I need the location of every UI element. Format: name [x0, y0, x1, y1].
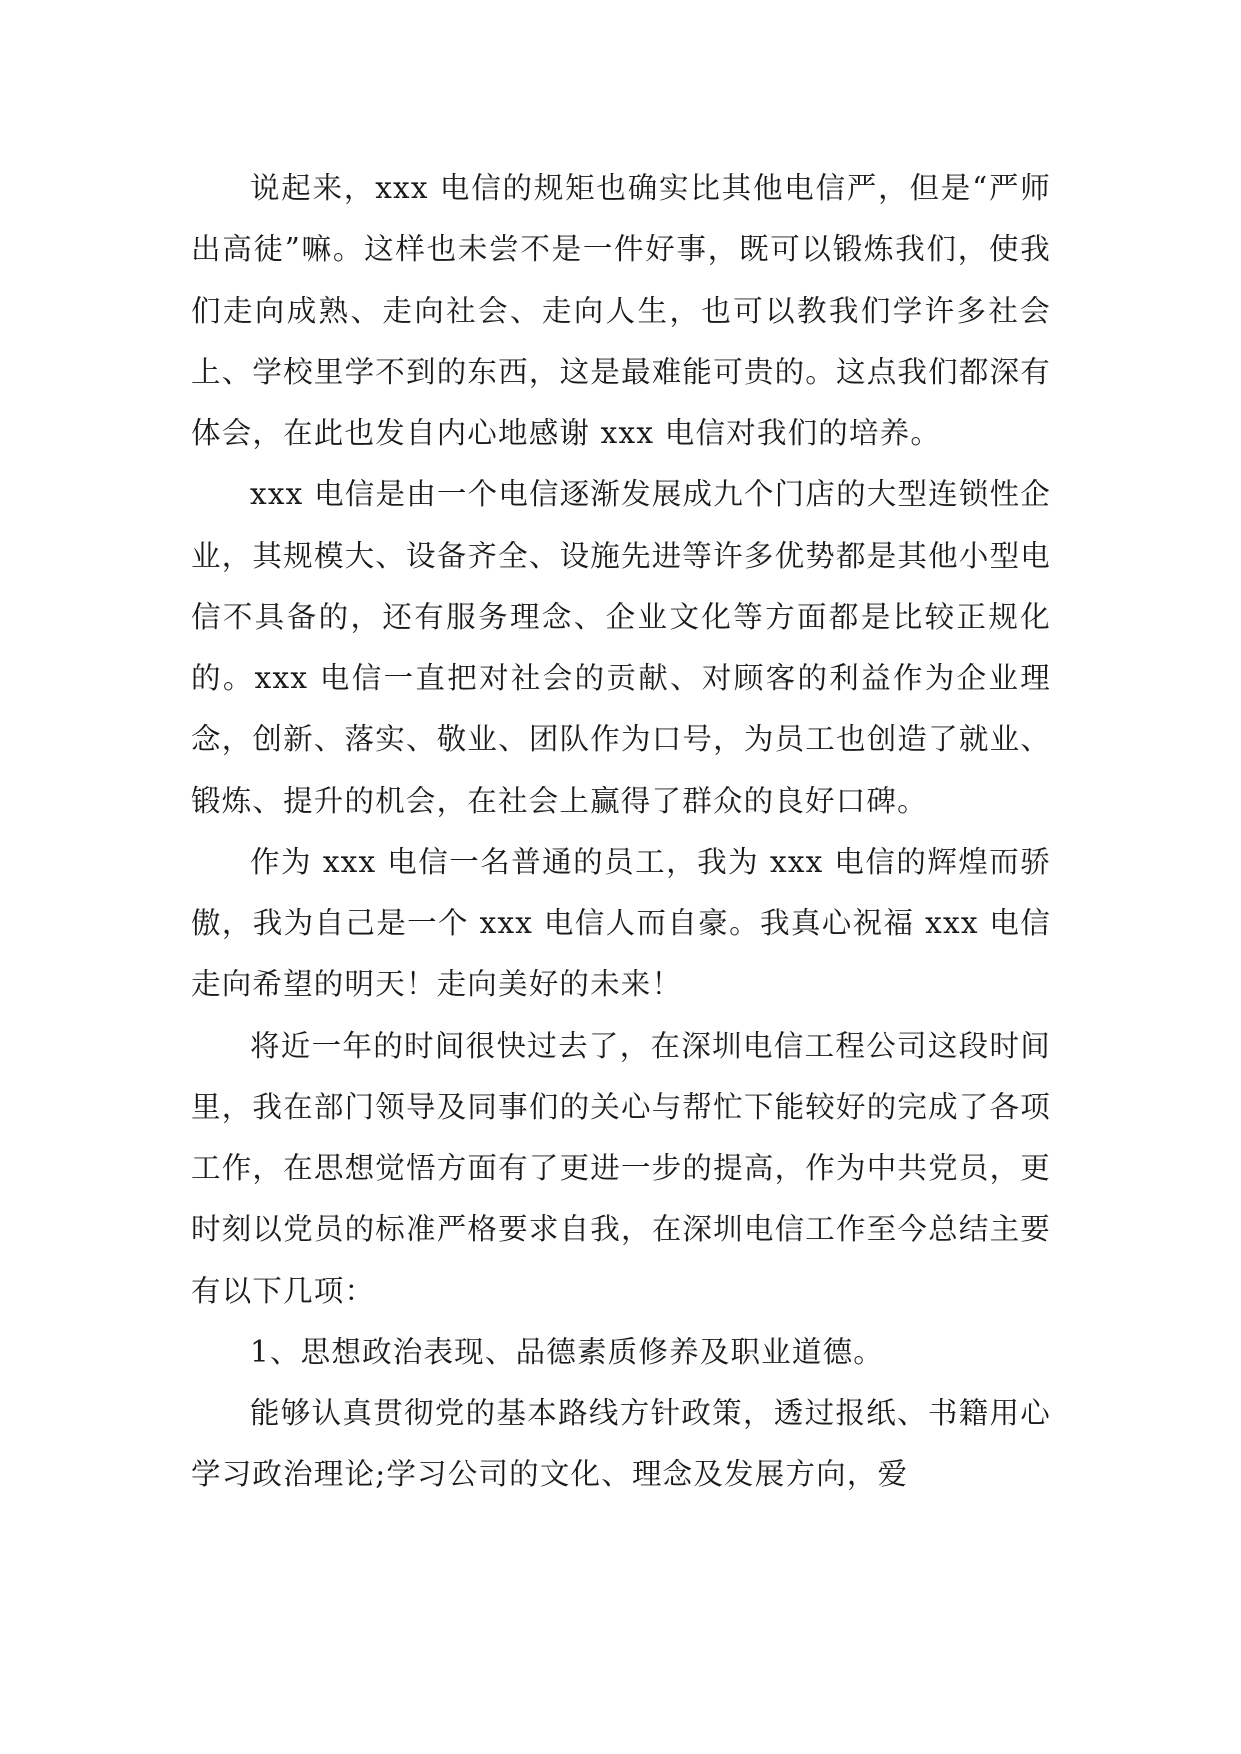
paragraph-1: 说起来，xxx 电信的规矩也确实比其他电信严，但是“严师出高徒”嘛。这样也未尝不是一件好事，既可以锻炼我们，使我们走向成熟、走向社会、走向人生，也可以教我们学许多社会上、学校里学不到的东西，这是最难能可贵的。这点我们都深有体会，在此也发自内心地感谢 xxx 电信对我们的培养。 — [191, 171, 1051, 450]
paragraph-5-heading: 1、思想政治表现、品德素质修养及职业道德。 — [250, 1334, 884, 1369]
document-body — [191, 158, 1051, 1506]
paragraph-3: 作为 xxx 电信一名普通的员工，我为 xxx 电信的辉煌而骄傲，我为自己是一个 xxx 电信人而自豪。我真心祝福 xxx 电信走向希望的明天！走向美好的未来！ — [191, 844, 1051, 1002]
paragraph-6: 能够认真贯彻党的基本路线方针政策，透过报纸、书籍用心学习政治理论;学习公司的文化、理念及发展方向，爱 — [191, 1396, 1051, 1492]
paragraph-2: xxx 电信是由一个电信逐渐发展成九个门店的大型连锁性企业，其规模大、设备齐全、设施先进等许多优势都是其他小型电信不具备的，还有服务理念、企业文化等方面都是比较正规化的。xxx 电信一直把对社会的贡献、对顾客的利益作为企业理念，创新、落实、敬业、团队作为口号，为员工也创造了就业、锻炼、提升的机会，在社会上赢得了群众的良好口碑。 — [191, 477, 1051, 818]
paragraph-4: 将近一年的时间很快过去了，在深圳电信工程公司这段时间里，我在部门领导及同事们的关心与帮忙下能较好的完成了各项工作，在思想觉悟方面有了更进一步的提高，作为中共党员，更时刻以党员的标准严格要求自我，在深圳电信工作至今总结主要有以下几项： — [191, 1028, 1051, 1308]
